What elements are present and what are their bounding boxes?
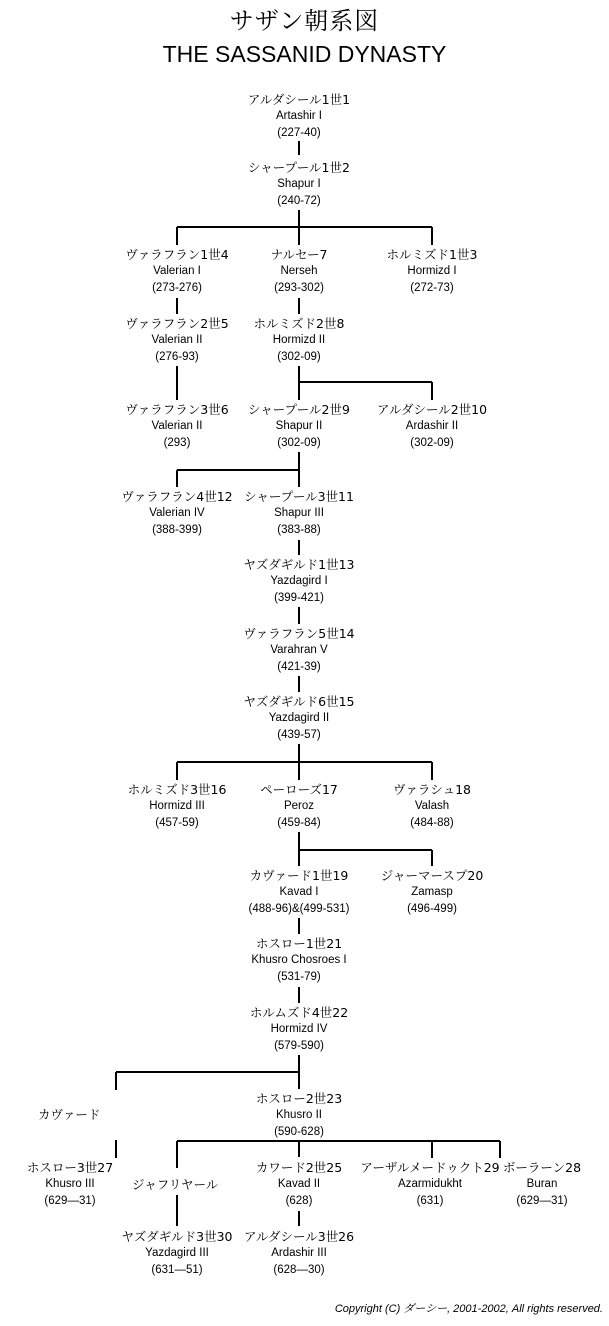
ruler-name-jp: アーザルメードゥクト29	[360, 1160, 500, 1175]
ruler-reign: (302-09)	[277, 351, 321, 363]
ruler-reign: (399-421)	[274, 592, 324, 604]
ruler-name-jp: アルダシール1世1	[247, 92, 351, 107]
ruler-name-jp: ペーローズ17	[260, 782, 338, 797]
ruler-node	[224, 867, 374, 918]
ruler-node	[224, 1004, 374, 1055]
ruler-node	[224, 91, 374, 142]
ruler-name-en: Kavad I	[279, 886, 319, 898]
ruler-reign: (383-88)	[277, 524, 321, 536]
ruler-name-jp: シャープール1世2	[248, 160, 350, 175]
ruler-name-jp: ヤズダギルド1世13	[243, 557, 355, 572]
ruler-reign: (531-79)	[277, 971, 321, 983]
ruler-reign: (631)	[416, 1195, 444, 1207]
ruler-name-jp: シャープール2世9	[248, 402, 350, 417]
ruler-name-en: Ardashir III	[271, 1247, 327, 1259]
ruler-name-jp: ホスロー3世27	[26, 1160, 114, 1175]
ruler-name-jp: ホスロー2世23	[255, 1091, 343, 1106]
ruler-name-en: Peroz	[283, 800, 315, 812]
ruler-node	[224, 556, 374, 607]
title-english: THE SASSANID DYNASTY	[162, 41, 447, 67]
ruler-reign: (388-399)	[152, 524, 202, 536]
ruler-node	[224, 935, 374, 986]
ruler-name-en: Buran	[526, 1178, 558, 1190]
ruler-name-jp: アルダシール2世10	[376, 402, 488, 417]
ruler-reign: (579-590)	[274, 1040, 324, 1052]
copyright-notice: Copyright (C) ダーシー, 2001-2002, All rights reserved.	[334, 1303, 603, 1315]
ruler-node	[357, 781, 507, 832]
ruler-name-en: Khusro Chosroes I	[251, 954, 347, 966]
ruler-name-jp: シャープール3世11	[244, 489, 354, 504]
ruler-reign: (293)	[163, 437, 191, 449]
ruler-name-jp: ホルミズド3世16	[127, 782, 227, 797]
ruler-name-jp: ジャーマースプ20	[380, 868, 484, 883]
ruler-node	[224, 401, 374, 452]
ruler-name-en: Kavad II	[277, 1178, 321, 1190]
ruler-name-jp: ヴァラシュ18	[392, 782, 472, 797]
ruler-reign: (629—31)	[44, 1195, 96, 1207]
ruler-name-en: Khusro II	[275, 1109, 323, 1121]
ruler-name-en: Shapur III	[274, 507, 324, 519]
jafriyar-label: ジャフリヤール	[132, 1177, 219, 1192]
ruler-name-en: Yazdagird II	[268, 712, 330, 724]
ruler-node	[0, 1159, 145, 1210]
ruler-name-en: Ardashir II	[405, 420, 459, 432]
ruler-name-en: Varahran V	[270, 644, 328, 656]
ruler-reign: (496-499)	[407, 903, 457, 915]
ruler-node	[224, 246, 374, 297]
ruler-node	[224, 1159, 374, 1210]
ruler-reign: (273-276)	[152, 282, 202, 294]
ruler-node	[224, 1228, 374, 1279]
ruler-reign: (457-59)	[155, 817, 199, 829]
ruler-reign: (628—30)	[273, 1264, 325, 1276]
ruler-name-en: Valash	[414, 800, 450, 812]
ruler-reign: (302-09)	[277, 437, 321, 449]
ruler-name-en: Hormizd IV	[270, 1023, 328, 1035]
ruler-node	[357, 401, 507, 452]
ruler-name-en: Artashir I	[275, 110, 322, 122]
ruler-reign: (272-73)	[410, 282, 454, 294]
ruler-name-jp: ホスロー1世21	[255, 936, 343, 951]
title-japanese: サザン朝系図	[229, 7, 380, 35]
ruler-name-jp: カワード2世25	[255, 1160, 343, 1175]
ruler-name-en: Hormizd III	[149, 800, 205, 812]
ruler-name-jp: ホルムズド4世22	[249, 1005, 349, 1020]
ruler-name-jp: ヤズダギルド3世30	[121, 1229, 233, 1244]
ruler-reign: (488-96)&(499-531)	[248, 903, 350, 915]
ruler-reign: (302-09)	[410, 437, 454, 449]
ruler-node	[224, 315, 374, 366]
ruler-reign: (631—51)	[151, 1264, 203, 1276]
ruler-name-en: Zamasp	[411, 886, 453, 898]
ruler-reign: (439-57)	[277, 729, 321, 741]
ruler-name-jp: ヴァラフラン2世5	[125, 316, 229, 331]
ruler-reign: (590-628)	[274, 1126, 324, 1138]
ruler-reign: (421-39)	[277, 661, 321, 673]
ruler-node	[224, 159, 374, 210]
ruler-name-jp: アルダシール3世26	[243, 1229, 355, 1244]
ruler-node	[224, 1090, 374, 1141]
ruler-reign: (293-302)	[274, 282, 324, 294]
ruler-name-en: Valerian I	[153, 265, 201, 277]
ruler-name-en: Khusro III	[45, 1178, 95, 1190]
ruler-name-jp: ヴァラフラン1世4	[125, 247, 229, 262]
ruler-name-en: Shapur I	[277, 178, 321, 190]
ruler-reign: (628)	[285, 1195, 313, 1207]
ruler-name-en: Yazdagird I	[270, 575, 328, 587]
ruler-name-en: Hormizd II	[272, 334, 326, 346]
ruler-reign: (240-72)	[277, 195, 321, 207]
ruler-name-en: Valerian II	[151, 420, 203, 432]
ruler-reign: (629—31)	[516, 1195, 568, 1207]
ruler-name-jp: ホルミズド2世8	[253, 316, 345, 331]
ruler-node	[224, 781, 374, 832]
ruler-name-en: Shapur II	[275, 420, 323, 432]
ruler-node	[224, 625, 374, 676]
ruler-name-jp: ホルミズド1世3	[386, 247, 478, 262]
ruler-name-jp: ナルセー7	[270, 247, 328, 262]
ruler-name-jp: カヴァード1世19	[249, 868, 349, 883]
ruler-reign: (227-40)	[277, 127, 321, 139]
ruler-name-en: Nerseh	[280, 265, 318, 277]
ruler-name-en: Valerian IV	[149, 507, 205, 519]
ruler-name-en: Hormizd I	[407, 265, 457, 277]
ruler-node	[357, 246, 507, 297]
ruler-reign: (484-88)	[410, 817, 454, 829]
ruler-reign: (459-84)	[277, 817, 321, 829]
ruler-node	[224, 693, 374, 744]
ruler-name-en: Yazdagird III	[145, 1247, 209, 1259]
ruler-node	[467, 1159, 609, 1210]
ruler-name-en: Azarmidukht	[398, 1178, 462, 1190]
kavad-label: カヴァード	[38, 1107, 101, 1122]
ruler-node	[224, 488, 374, 539]
ruler-name-jp: ヴァラフラン4世12	[121, 489, 233, 504]
ruler-name-jp: ヴァラフラン3世6	[125, 402, 229, 417]
ruler-reign: (276-93)	[155, 351, 199, 363]
ruler-name-en: Valerian II	[151, 334, 203, 346]
ruler-name-jp: ボーラーン28	[502, 1160, 582, 1175]
ruler-node	[357, 867, 507, 918]
ruler-name-jp: ヤズダギルド6世15	[243, 694, 355, 709]
ruler-name-jp: ヴァラフラン5世14	[243, 626, 355, 641]
